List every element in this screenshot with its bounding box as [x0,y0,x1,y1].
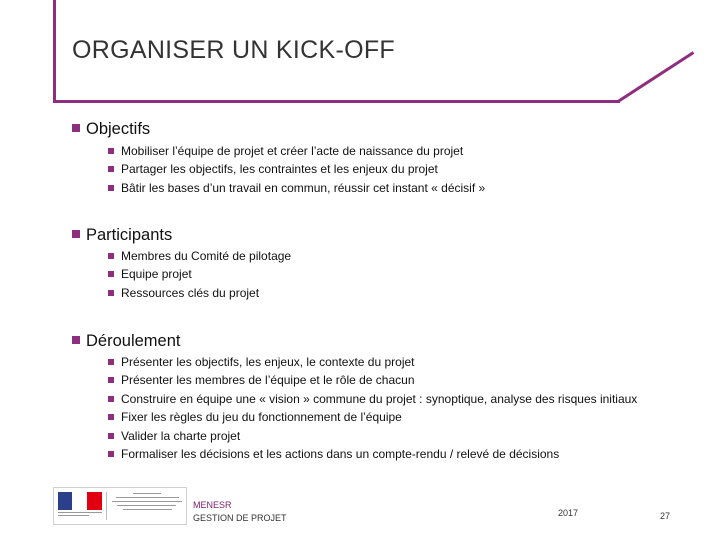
square-bullet-icon [108,433,114,439]
square-bullet-icon [72,336,80,344]
section-deroulement [72,332,180,351]
square-bullet-icon [72,230,80,238]
square-bullet-icon [72,124,80,132]
list-item: Valider la charte projet [108,427,637,445]
square-bullet-icon [108,253,114,259]
section-heading: Objectifs [86,120,151,138]
square-bullet-icon [108,166,114,172]
square-bullet-icon [108,396,114,402]
square-bullet-icon [108,414,114,420]
square-bullet-icon [108,451,114,457]
logo-text-lines [112,493,182,513]
square-bullet-icon [108,271,114,277]
square-bullet-icon [108,359,114,365]
section-heading: Participants [86,226,173,244]
list-item: Ressources clés du projet [108,284,291,302]
title-frame-bottom [53,100,620,103]
square-bullet-icon [108,148,114,154]
footer-project: GESTION DE PROJET [193,513,287,523]
footer-year: 2017 [558,508,579,518]
list-item: Bâtir les bases d’un travail en commun, réussir cet instant « décisif » [108,179,485,197]
list-item: Fixer les règles du jeu du fonctionnement de l’équipe [108,408,637,426]
participants-list [108,247,291,302]
section-participants [72,226,172,245]
square-bullet-icon [108,290,114,296]
deroulement-list [108,353,637,463]
list-item: Formaliser les décisions et les actions dans un compte-rendu / relevé de décisions [108,445,637,463]
logo-divider [106,492,107,520]
title-frame-left [53,0,56,103]
logo-caption-lines [58,512,102,519]
tricolor-flag-icon [58,492,102,510]
objectifs-list [108,142,485,197]
list-item: Construire en équipe une « vision » commune du projet : synoptique, analyse des risques initiaux [108,390,637,408]
page-number: 27 [660,511,671,521]
section-objectifs [72,120,150,139]
list-item: Présenter les membres de l’équipe et le rôle de chacun [108,371,637,389]
footer-org: MENESR [193,500,232,510]
list-item: Equipe projet [108,265,291,283]
section-heading: Déroulement [86,332,181,350]
title-frame-slant [617,51,694,103]
square-bullet-icon [108,377,114,383]
list-item: Mobiliser l’équipe de projet et créer l’acte de naissance du projet [108,142,485,160]
square-bullet-icon [108,185,114,191]
list-item: Partager les objectifs, les contraintes et les enjeux du projet [108,160,485,178]
marianne-logo-icon [53,487,187,525]
list-item: Membres du Comité de pilotage [108,247,291,265]
slide-title: ORGANISER UN KICK-OFF [72,36,395,64]
list-item: Présenter les objectifs, les enjeux, le contexte du projet [108,353,637,371]
